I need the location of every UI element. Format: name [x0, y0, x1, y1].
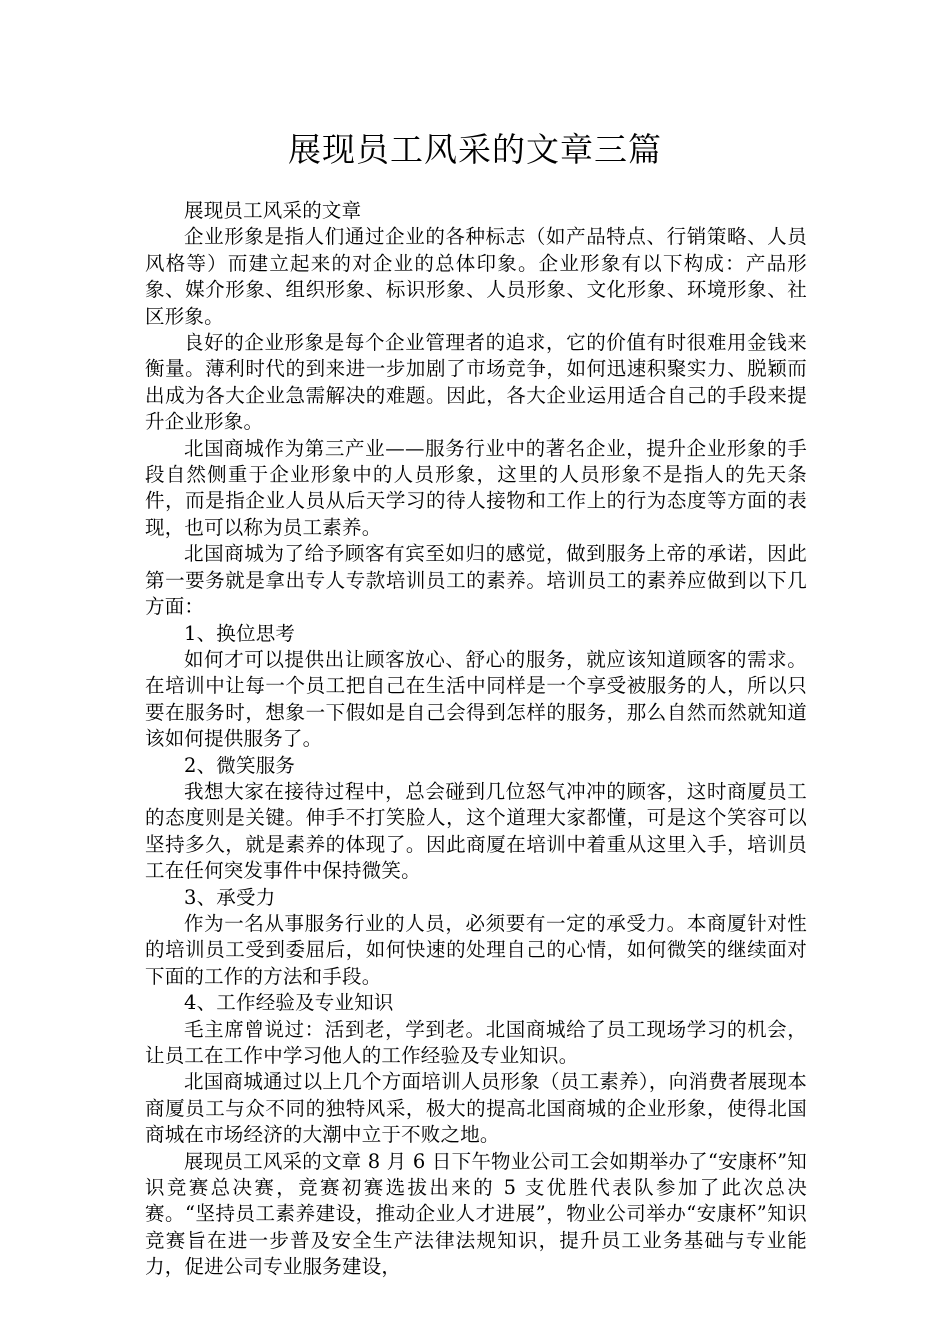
section-heading: 4、工作经验及专业知识 — [184, 991, 394, 1015]
section-heading: 3、承受力 — [184, 885, 276, 909]
paragraph: 良好的企业形象是每个企业管理者的追求，它的价值有时很难用金钱来衡量。薄利时代的到来进一步加剧了市场竞争，如何迅速积聚实力、脱颖而出成为各大企业急需解决的难题。因此，各大企业运用适合自己的手段来提升企业形象。 — [145, 331, 807, 434]
paragraph: 企业形象是指人们通过企业的各种标志（如产品特点、行销策略、人员风格等）而建立起来的对企业的总体印象。企业形象有以下构成：产品形象、媒介形象、组织形象、标识形象、人员形象、文化形象、环境形象、社区形象。 — [145, 225, 807, 328]
paragraph: 如何才可以提供出让顾客放心、舒心的服务，就应该知道顾客的需求。在培训中让每一个员工把自己在生活中同样是一个享受被服务的人，所以只要在服务时，想象一下假如是自己会得到怎样的服务，那么自然而然就知道该如何提供服务了。 — [145, 647, 807, 751]
paragraph: 我想大家在接待过程中，总会碰到几位怒气冲冲的顾客，这时商厦员工的态度则是关键。伸手不打笑脸人，这个道理大家都懂，可是这个笑容可以坚持多久，就是素养的体现了。因此商厦在培训中着重从这里入手，培训员工在任何突发事件中保持微笑。 — [145, 779, 807, 883]
paragraph: 毛主席曾说过：活到老，学到老。北国商城给了员工现场学习的机会，让员工在工作中学习他人的工作经验及专业知识。 — [145, 1017, 807, 1067]
paragraph-subtitle: 展现员工风采的文章 — [184, 199, 362, 222]
paragraph: 北国商城为了给予顾客有宾至如归的感觉，做到服务上帝的承诺，因此第一要务就是拿出专人专款培训员工的素养。培训员工的素养应做到以下几方面： — [145, 542, 807, 619]
document-title: 展现员工风采的文章三篇 — [288, 130, 662, 169]
section-heading: 1、换位思考 — [184, 621, 296, 645]
paragraph: 北国商城通过以上几个方面培训人员形象（员工素养），向消费者展现本商厦员工与众不同的独特风采，极大的提高北国商城的企业形象，使得北国商城在市场经济的大潮中立于不败之地。 — [145, 1070, 807, 1147]
document-body — [145, 198, 807, 1281]
paragraph: 北国商城作为第三产业——服务行业中的著名企业，提升企业形象的手段自然侧重于企业形象中的人员形象，这里的人员形象不是指人的先天条件，而是指企业人员从后天学习的待人接物和工作上的行为态度等方面的表现，也可以称为员工素养。 — [145, 436, 807, 539]
section-heading: 2、微笑服务 — [184, 753, 296, 777]
paragraph: 展现员工风采的文章 8 月 6 日下午物业公司工会如期举办了“安康杯”知识竞赛总决赛，竞赛初赛选拔出来的 5 支优胜代表队参加了此次总决赛。“坚持员工素养建设，推动企业人才进展”，物业公司举办“安康杯”知识竞赛旨在进一步普及安全生产法律法规知识，提升员工业务基础与专业能力，促进公司专业服务建设， — [145, 1149, 807, 1279]
paragraph: 作为一名从事服务行业的人员，必须要有一定的承受力。本商厦针对性的培训员工受到委屈后，如何快速的处理自己的心情，如何微笑的继续面对下面的工作的方法和手段。 — [145, 911, 807, 988]
